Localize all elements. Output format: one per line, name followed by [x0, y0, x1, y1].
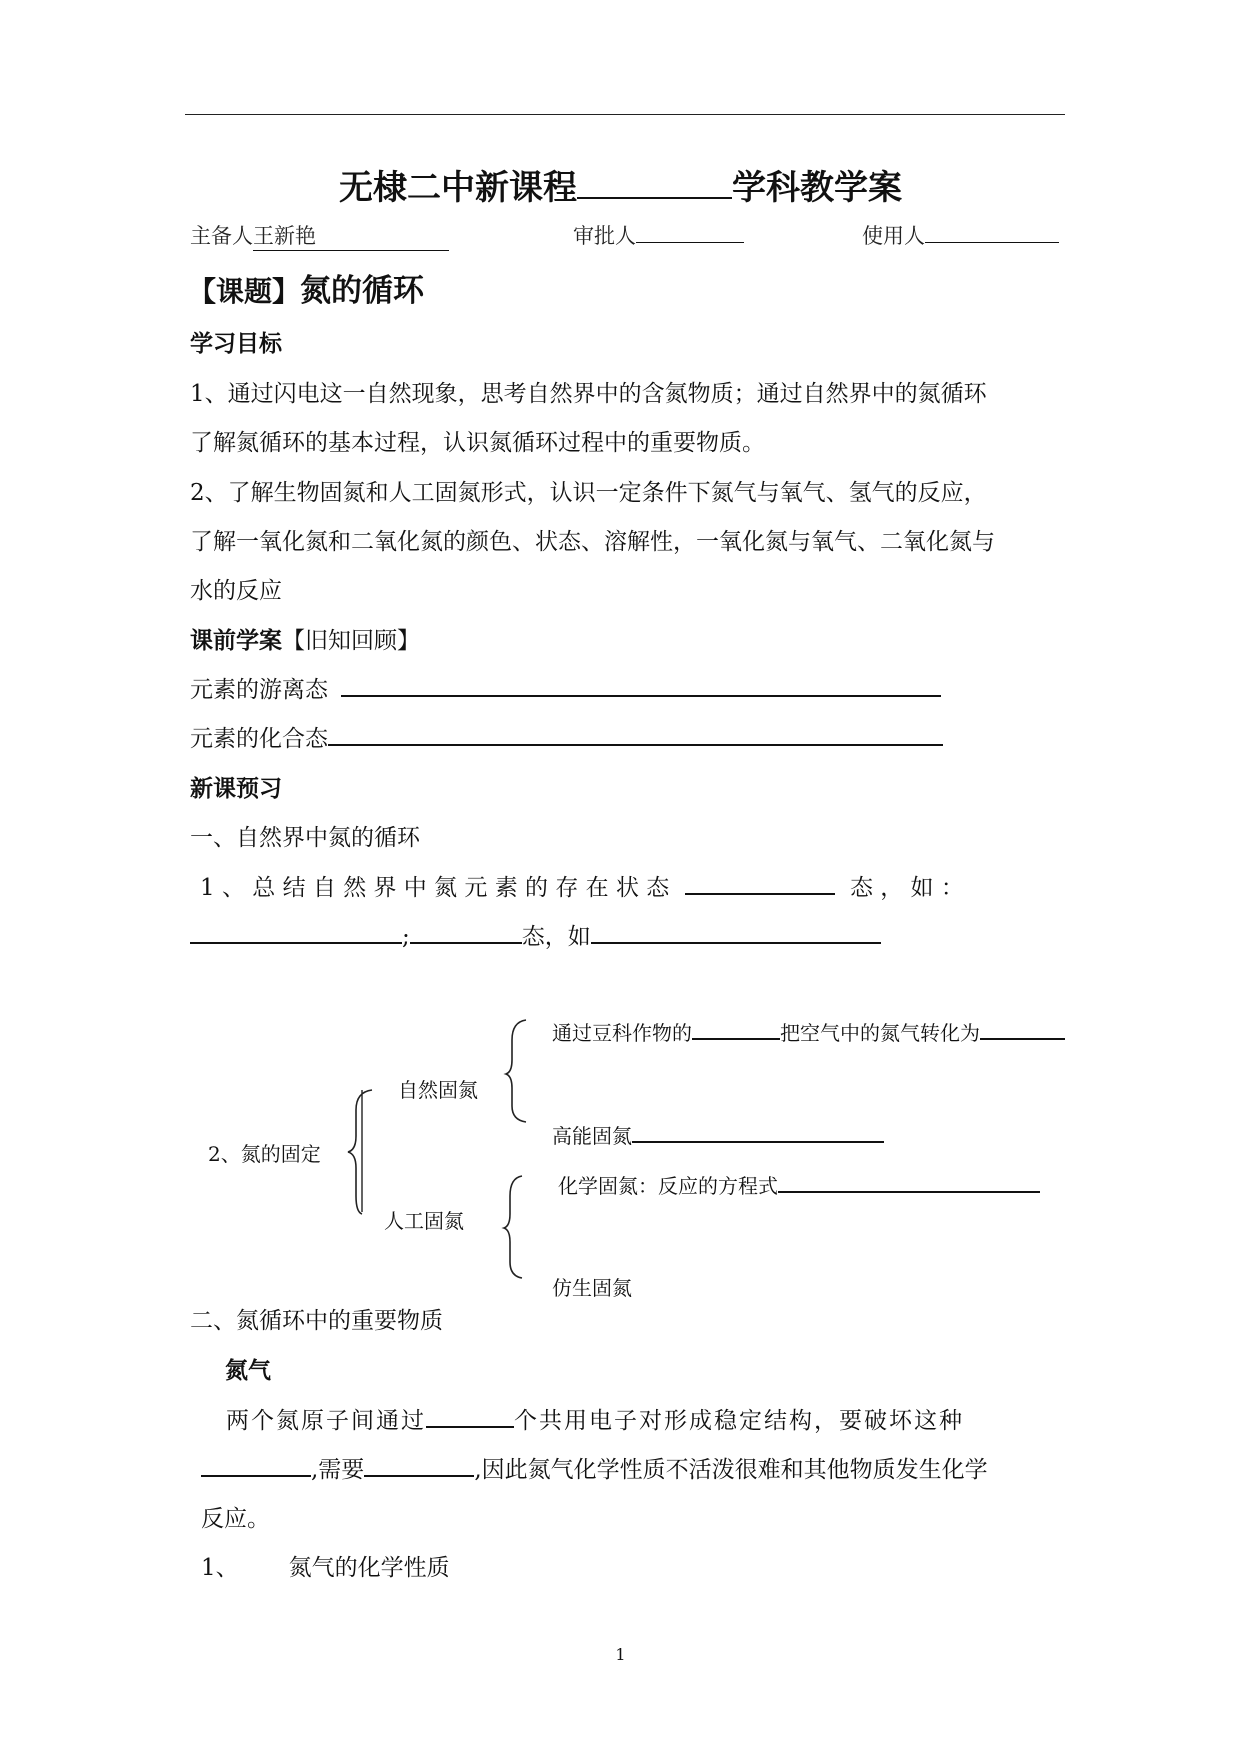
objective-2-line-3: 水的反应 [190, 578, 282, 604]
high-energy-blank[interactable] [632, 1121, 884, 1143]
objective-2-line-1: 2、了解生物固氮和人工固氮形式，认识一定条件下氮气与氧气、氢气的反应， [190, 480, 987, 506]
user-row: 使用人 [862, 220, 1059, 250]
page-number: 1 [615, 1645, 626, 1664]
legume-blank-1[interactable] [692, 1018, 780, 1040]
chemical-blank[interactable] [778, 1171, 1040, 1193]
approver-row: 审批人 [573, 220, 744, 250]
q1-line-2: ; 态，如 [190, 918, 881, 951]
para-line-1: 两个氮原子间通过 个共用电子对形成稳定结构，要破坏这种 [226, 1402, 964, 1435]
para-line-2: ,需要 ,因此氮气化学性质不活泼很难和其他物质发生化学 [201, 1451, 988, 1484]
objective-1-line-2: 了解氮循环的基本过程，认识氮循环过程中的重要物质。 [190, 430, 765, 456]
q1-line-1: 1 、 总 结 自 然 界 中 氮 元 素 的 存 在 状 态 态 ， 如 ： [200, 869, 964, 902]
bionic-label: 仿生固氮 [552, 1276, 632, 1300]
fixation-label: 2、氮的固定 [208, 1142, 321, 1166]
section-2-heading: 二、氮循环中的重要物质 [190, 1308, 443, 1334]
objectives-heading: 学习目标 [190, 331, 282, 357]
objective-2-line-2: 了解一氧化氮和二氧化氮的颜色、状态、溶解性，一氧化氮与氧气、二氧化氮与 [190, 529, 995, 555]
prelesson-heading: 课前学案【旧知回顾】 [190, 628, 420, 654]
objective-1-line-1: 1、通过闪电这一自然现象，思考自然界中的含氮物质；通过自然界中的氮循环 [190, 381, 987, 407]
structure-blank[interactable] [201, 1452, 311, 1477]
artificial-brace [504, 1176, 522, 1278]
chemical-row: 化学固氮：反应的方程式 [558, 1170, 1040, 1199]
artificial-fixation-label: 人工固氮 [384, 1209, 464, 1233]
preparer-row: 主备人王新艳 [190, 220, 449, 251]
topic-heading: 【课题】氮的循环 [188, 273, 425, 309]
free-state-row: 元素的游离态 [190, 671, 941, 704]
main-brace [348, 1090, 372, 1214]
nitrogen-heading: 氮气 [225, 1358, 271, 1384]
section-1-heading: 一、自然界中氮的循环 [190, 825, 420, 851]
energy-blank[interactable] [364, 1452, 474, 1477]
para-line-3: 反应。 [201, 1506, 270, 1532]
legume-blank-2[interactable] [980, 1018, 1065, 1040]
natural-fixation-label: 自然固氮 [398, 1078, 478, 1102]
legume-row: 通过豆科作物的 把空气中的氮气转化为 [552, 1017, 1065, 1046]
preview-heading: 新课预习 [190, 776, 282, 802]
item-1: 1、 氮气的化学性质 [201, 1555, 450, 1581]
combined-state-row: 元素的化合态 [190, 720, 943, 753]
preparer-name: 王新艳 [253, 224, 316, 248]
page-title: 无棣二中新课程 学科教学案 [0, 160, 1241, 209]
natural-brace [506, 1020, 526, 1122]
high-energy-row: 高能固氮 [552, 1120, 884, 1149]
electron-pair-blank[interactable] [426, 1403, 514, 1428]
